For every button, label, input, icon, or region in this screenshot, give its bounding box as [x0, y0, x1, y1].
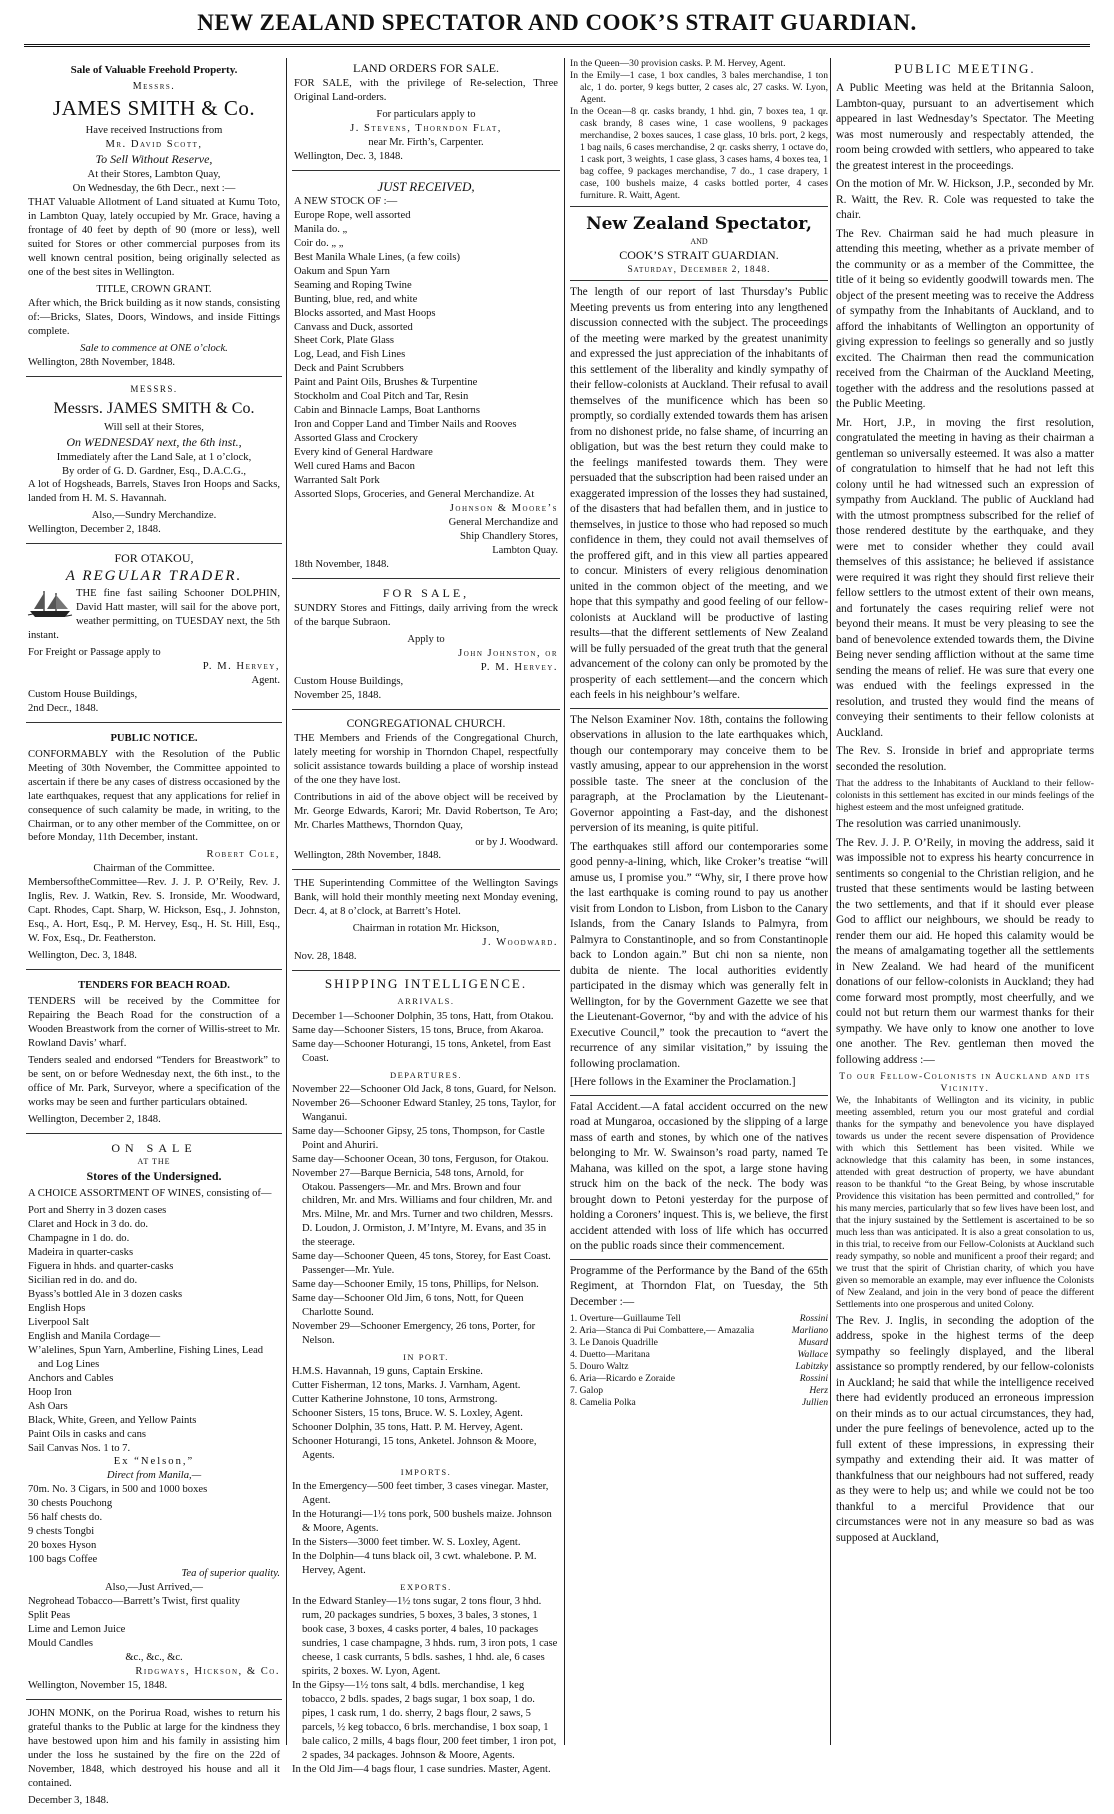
ad-date: Wellington, December 2, 1848. — [28, 524, 161, 536]
imports-list — [292, 1480, 560, 1578]
departure-entry: November 27—Barque Bernicia, 548 tons, Arnold, for Otakou. Passengers—Mr. and Mrs. Brown and four children, Mr. and Mrs. Williams and four children, Mr. and Mrs. Milne, Mr. and Mrs. Turner and two children, Messrs. D. Loudon, J. Ormiston, J. M’Intyre, M. Evans, and 35 in the steerage. — [292, 1167, 554, 1249]
programme-item — [570, 1349, 828, 1361]
address-text: We, the Inhabitants of Wellington and its vicinity, in public meeting assembled, return you our most grateful and cordial thanks for the sympathy and benevolence you have displayed towards us under the recent severe dispensation of Providence with which this Settlement has been visited. While we acknowledge that this calamity has been, in some instances, attended with great destruction of property, we have abundant reason to be thankful “to the Great Being, by whose inscrutable Providence this visitation has been permitted and controlled,” for his many mercies, particularly that so few lives have been lost, and that the injury sustained by the Settlement is ascertained to be so much less than was anticipated. It is also a great consolation to us, in this trial, to receive from our Fellow-Colonists at Auckland such ready sympathy, so noble and munificent a proof their regard; and we trust that the spirit of Christian charity, of which you have given so memorable an example, may ever influence the Colonists of New Zealand, and join in the very bond of peace the different Settlements into one prosperous and united Colony. — [836, 1095, 1094, 1310]
programme-piece: 4. Duetto—Maritana — [570, 1349, 650, 1361]
stock-item: Oakum and Spun Yarn — [294, 265, 390, 277]
arrived-item: Negrohead Tobacco—Barrett’s Twist, first quality — [28, 1596, 241, 1608]
import-entry: In the Hoturangi—1½ tons pork, 500 bushels maize. Johnson & Moore, Agents. — [292, 1509, 552, 1535]
ad-tea: Tea of superior quality. — [181, 1568, 280, 1580]
departure-entry: November 22—Schooner Old Jack, 8 tons, Guard, for Nelson. — [292, 1083, 557, 1095]
ad-signature: Robert Cole, — [206, 849, 280, 861]
ad-land-orders — [292, 58, 560, 171]
ad-intro: A CHOICE ASSORTMENT OF WINES, consisting of— — [28, 1188, 272, 1200]
departure-entry: November 29—Schooner Emergency, 26 tons, Porter, for Nelson. — [292, 1321, 536, 1347]
ad-tenders — [26, 974, 282, 1134]
programme-piece: 3. Le Danois Quadrille — [570, 1337, 658, 1349]
stock-item: Iron and Copper Land and Timber Nails and Rooves — [294, 419, 517, 431]
programme-item — [570, 1385, 828, 1397]
column-divider — [286, 58, 287, 1745]
ad-date: Wellington, November 15, 1848. — [28, 1679, 168, 1691]
ad-name: near Mr. Firth’s, Carpenter. — [368, 136, 484, 148]
subheading: DEPARTURES. — [389, 1069, 463, 1080]
ad-heading: FOR SALE, — [382, 585, 470, 600]
wine-item: Paint Oils in casks and cans — [28, 1428, 146, 1440]
ad-heading: PUBLIC NOTICE. — [110, 732, 198, 744]
divider — [570, 708, 828, 709]
paper-name: New Zealand Spectator, — [586, 213, 812, 234]
ad-body: SUNDRY Stores and Fittings, daily arriving from the wreck of the barque Subraon. — [294, 602, 558, 628]
stock-item: Blocks assorted, and Mast Hoops — [294, 307, 436, 319]
ad-line: By order of G. D. Gardner, Esq., D.A.C.G., — [61, 465, 247, 477]
ad-address: Custom House Buildings, — [28, 688, 138, 700]
ad-signature: J. Woodward. — [482, 937, 558, 949]
subheading: ARRIVALS. — [397, 996, 455, 1007]
ad-body: FOR SALE, with the privilege of Re-selection, Three Original Land-orders. — [294, 77, 558, 103]
schooner-icon — [28, 589, 72, 619]
column-divider — [564, 58, 565, 1745]
programme-item — [570, 1361, 828, 1373]
ad-members: MembersoftheCommittee—Rev. J. J. P. O’Reily, Rev. J. Inglis, Rev. J. Watkin, Rev. S. Ironside, Mr. Woodward, Capt. Rhodes, Capt. Sharp, W. Hickson, Esq., J. Johnston, Esq., A. Hort, Esq., P. M. Hervey, Esq., H. St. Hill, Esq., W. Fox, Esq., Dr. Featherston. — [28, 877, 280, 945]
departures-list — [292, 1083, 560, 1348]
ad-messrs: MESSRS. — [130, 383, 178, 394]
ad-date: 2nd Decr., 1848. — [28, 702, 99, 714]
ad-name: John Johnston, or — [458, 647, 558, 659]
wine-item: Champagne in 1 do. do. — [28, 1232, 130, 1244]
ad-body: JOHN MONK, on the Porirua Road, wishes to return his grateful thanks to the Public at large for the kindness they have bestowed upon him and his family in assisting him under the loss he sustained by the fire on the 22d of November, 1848, which destroyed his house and all it contained. — [28, 1707, 280, 1789]
arrived-list — [28, 1595, 280, 1651]
export-entry: In the Gipsy—1½ tons salt, 4 bdls. merchandise, 1 keg tobacco, 2 bdls. spades, 2 bags sugar, 1 box soap, 1 do. pipes, 1 cask rum, 1 do. sherry, 2 bags flour, 2 saws, 5 parcels, ½ keg tobacco, 6 brls. merchandise, 1 box soap, 1 bale calico, 2 mills, 4 bags flour, 200 feet timber, 1 iron pot, 2 spades, 34 packages. Johnson & Moore, Agents. — [292, 1680, 557, 1762]
column-1 — [26, 58, 282, 1806]
wine-item: W’alelines, Spun Yarn, Amberline, Fishing Lines, Lead and Log Lines — [28, 1344, 264, 1370]
ad-body: TENDERS will be received by the Committee for Repairing the Beach Road for the construction of a Wooden Breastwork from the corner of Willis-street to Mr. Rowland Davis’ wharf. — [28, 996, 280, 1050]
wine-item: Ash Oars — [28, 1400, 68, 1412]
programme-item — [570, 1373, 828, 1385]
editorial-paragraph: Fatal Accident.—A fatal accident occurred on the new road at Mungaroa, occasioned by the slipping of a large mass of earth and stones, by which one of the natives belonging to Mr. W. Swainson’s road party, named Te Mahana, was killed on the spot, a large stone having struck him on the back of the neck. The body was brought down to Petoni yesterday for the purpose of holding a Coroners’ inquest. This is, we believe, the first accident attended with loss of life which has occurred on the public roads since their commencement. — [570, 1100, 828, 1253]
ad-signature-title: Chairman of the Committee. — [93, 863, 215, 875]
ad-ex: Ex “Nelson,” — [113, 1456, 195, 1468]
ad-kicker: Sale of Valuable Freehold Property. — [70, 64, 238, 76]
section-heading: SHIPPING INTELLIGENCE. — [324, 976, 528, 992]
stock-item: Bunting, blue, red, and white — [294, 293, 418, 305]
ad-agent: P. M. Hervey, — [202, 660, 280, 672]
ad-date: Nov. 28, 1848. — [294, 951, 357, 963]
ad-body: Contributions in aid of the above object will be received by Mr. George Edwards, Karori; Mr. David Robertson, Te Aro; Mr. Charles Matthews, Thorndon Quay, — [294, 791, 558, 831]
export-entry: In the Old Jim—4 bags flour, 1 case sundries. Master, Agent. — [292, 1763, 551, 1775]
programme-piece: 5. Douro Waltz — [570, 1361, 629, 1373]
ad-savings-bank — [292, 874, 560, 971]
editorial-paragraph: The earthquakes still afford our contemporaries some good penny-a-lining, which, like Croker’s treatise “will amuse us, I promise you.” “Why, sir, I there prove how the last earthquake is coming round to pay us another visit from London to Lisbon, from Lisbon to the Canary Islands, from the Canary Islands to Palmyra, from Palmyra to Constantinople, and so from Constantinople back to London again.” But chi non sa niente, non dubita de niente. The local authorities evidently participated in the dismay which was generally felt in Wellington, for by the Government Gazette we see that the Lieutenant-Governor, “by and with the advice of his Executive Council,” took the precaution to “avert the recurrence of any similar visitation,” by issuing the following proclamation. — [570, 840, 828, 1070]
programme-composer: Marliano — [791, 1325, 828, 1337]
column-2 — [292, 58, 560, 1775]
ad-date: Wellington, December 2, 1848. — [28, 1113, 161, 1125]
inport-entry: Schooner Dolphin, 35 tons, Hatt. P. M. Hervey, Agent. — [292, 1422, 523, 1434]
ad-date: December 3, 1848. — [28, 1794, 109, 1806]
export-entry: In the Ocean—8 qr. casks brandy, 1 hhd. gin, 7 boxes tea, 1 qr. cask brandy, 8 cases wine, 1 case woollens, 9 packages merchandise, 2 boxes sauces, 1 case glass, 10 brls. port, 2 kegs, 1 bag nails, 6 cases merchandise, 2 qr. casks sherry, 1 octave do, 1 cask port, 3 weights, 1 case glass, 3 cases hams, 4 boxes tea, 1 bag coffee, 9 packages merchandise, 7 do., 1 case drapery, 1 case, 100 bushels maize, 4 casks bottled porter, 4 cases furniture. R. Waitt, Agent. — [570, 105, 828, 201]
ad-body: THE Members and Friends of the Congregational Church, lately meeting for worship in Thorndon Chapel, respectfully solicit assistance towards building a place of worship instead of the one they have lost. — [294, 732, 558, 786]
editorial-paragraph: The Nelson Examiner Nov. 18th, contains the following observations in allusion to the late earthquakes which, though our contemporary may conceive them to be vastly amusing, appear to our apprehension in the worst possible taste. The sneer at the conclusion of the paragraph, at the Proclamation by the Lieutenant-Governor appointing a Fast-day, and the dishonest perversion of its meaning, is quite pitiful. — [570, 713, 828, 835]
report-paragraph: A Public Meeting was held at the Britannia Saloon, Lambton-quay, pursuant to an advertisement which appeared in last Wednesday’s Spectator. The Meeting was most numerously and respectably attended, the room being crowded with settlers, who appeared to take the greatest interest in the proceedings. — [836, 82, 1094, 172]
report-paragraph: The Rev. S. Ironside in brief and appropriate terms seconded the resolution. — [836, 745, 1094, 773]
arrived-item: Lime and Lemon Juice — [28, 1624, 126, 1636]
wine-item: Port and Sherry in 3 dozen cases — [28, 1205, 167, 1217]
ad-address: Custom House Buildings, — [294, 675, 404, 687]
wine-item: Hoop Iron — [28, 1386, 72, 1398]
ad-body: CONFORMABLY with the Resolution of the Public Meeting of 30th November, the Committee appointed to ascertain if there be any cases of distress occasioned by the late earthquakes, request that any applications for relief in consequence of such calamity be made, in writing, to the Chairman, or to any other member of the Committee, on or before Monday, 11th December, instant. — [28, 748, 280, 844]
ad-body: THE fine fast sailing Schooner DOLPHIN, David Hatt master, will sail for the above port, weather permitting, on TUESDAY next, the 5th instant. — [28, 587, 280, 641]
report-paragraph: The Rev. J. J. P. O’Reily, in moving the address, said it was impossible not to express his hearty concurrence in sentiments so congenial to the Christian religion, and he trusted that these sentiments would be lasting between the two settlements, and that if it should ever please God to afflict our neighbours, we should be ready to render them our aid. He hoped this calamity would be the means of amalgamating together all the settlements in New Zealand. We had heard of the munificent donations of our fellow-colonists in Auckland; they had come forward most promptly, most cheerfully, and we could not but return them our warmest thanks for their sympathy. We have only to know one another to love one another. The Rev. gentleman then moved the following address :— — [836, 836, 1094, 1066]
ad-firm: Lambton Quay. — [492, 545, 558, 557]
departure-entry: Same day—Schooner Emily, 15 tons, Phillips, for Nelson. — [292, 1279, 539, 1291]
import-entry: In the Sisters—3000 feet timber. W. S. Loxley, Agent. — [292, 1537, 521, 1549]
ad-etc: &c., &c., &c. — [125, 1652, 183, 1664]
ad-on-sale — [26, 1138, 282, 1700]
export-entry: In the Queen—30 provision casks. P. M. Hervey, Agent. — [570, 58, 786, 69]
wine-item: Claret and Hock in 3 do. do. — [28, 1219, 149, 1231]
ad-date: Wellington, 28th November, 1848. — [28, 356, 176, 368]
wine-item: Anchors and Cables — [28, 1372, 114, 1384]
programme-item — [570, 1337, 828, 1349]
ad-also: Also,—Sundry Merchandize. — [91, 510, 217, 522]
programme-composer: Rossini — [799, 1373, 828, 1385]
ad-date: Wellington, Dec. 3, 1848. — [294, 150, 403, 162]
editorial-paragraph: [Here follows in the Examiner the Proclamation.] — [570, 1076, 796, 1089]
programme-composer: Herz — [809, 1385, 828, 1397]
ad-name: J. Stevens, Thorndon Flat, — [350, 122, 502, 134]
stock-item: Deck and Paint Scrubbers — [294, 363, 404, 375]
ad-apply: For particulars apply to — [376, 108, 476, 120]
report-paragraph: The Rev. Chairman said he had much pleasure in attending this meeting, whether as a private member of the community or as a member of the Committee, the title of it being so evidently goodwill towards men. The object of the present meeting was to receive the Address of sympathy from the Inhabitants of Auckland, and to afford the inhabitants of Wellington an opportunity of giving expression to feelings so generally and so justly excited. The Chairman then read the communication received from the Chairman of the Auckland Meeting, together with the address and the resolutions passed at the Public Meeting. — [836, 227, 1094, 411]
ad-line: To Sell Without Reserve, — [95, 152, 213, 167]
manila-item: 30 chests Pouchong — [28, 1498, 113, 1510]
programme-item — [570, 1325, 828, 1337]
ad-line: Will sell at their Stores, — [104, 421, 204, 433]
stock-item: Assorted Slops, Groceries, and General Merchandize. At — [294, 489, 535, 501]
ad-heading: TENDERS FOR BEACH ROAD. — [78, 980, 230, 992]
divider — [570, 206, 828, 207]
ad-intro: A NEW STOCK OF :— — [294, 195, 398, 207]
stock-item: Coir do. „ „ — [294, 237, 344, 249]
inport-entry: Schooner Hoturangi, 15 tons, Anketel. Johnson & Moore, Agents. — [292, 1436, 537, 1462]
ad-title: TITLE, CROWN GRANT. — [96, 283, 212, 295]
ad-heading: CONGREGATIONAL CHURCH. — [346, 717, 506, 730]
stock-item: Europe Rope, well assorted — [294, 209, 411, 221]
ad-chair: Chairman in rotation Mr. Hickson, — [352, 923, 500, 935]
masthead — [24, 10, 1090, 36]
ad-agent-title: Agent. — [251, 674, 280, 686]
ad-also: Also,—Just Arrived,— — [105, 1582, 203, 1594]
programme-composer: Musard — [798, 1337, 828, 1349]
ad-heading: A REGULAR TRADER. — [65, 568, 243, 585]
programme-item — [570, 1397, 828, 1409]
ad-firm: Ship Chandlery Stores, — [460, 531, 558, 543]
column-3 — [570, 58, 828, 1745]
ad-heading: JUST RECEIVED, — [377, 178, 475, 194]
editorial-paragraph: The length of our report of last Thursday’s Public Meeting prevents us from entering into any lengthened discussion connected with the subject. The proceedings of the meeting were marked by the greatest unanimity and expressed the just appreciation of the inhabitants of this settlement of the liberality and kindly sympathy of their fellow-colonists at Auckland. Their refusal to avail themselves of the munificence which has been so promptly, so cordially extended towards them has arisen from no dishonest pride, no false shame, of incurring an obligation, but was the best return they could make to the feelings manifested towards them. They were persuaded that the subscription had been raised under an exaggerated impression of the losses they had sustained, of the disasters that had befallen them, and in justice to themselves, in justice to those who had reposed so much confidence in them, they could not avail themselves of the proffered gift, and in this view all parties appeared to concur. Ministers of every religious denomination united in the common object of the meeting, and we hope that this sympathy and good feeling of our fellow-colonists at Auckland will be productive of lasting results—that the different settlements of New Zealand will be fully persuaded of the great truth that the general advancement of the colony can only be promoted by the prosperity of each settlement—and the concern which each feels in his neighbour’s welfare. — [570, 286, 828, 702]
stock-item: Seaming and Roping Twine — [294, 279, 412, 291]
wine-item: Sicilian red in do. and do. — [28, 1274, 138, 1286]
wine-item: Sail Canvas Nos. 1 to 7. — [28, 1442, 131, 1454]
arrivals-list — [292, 1010, 560, 1066]
column-divider — [830, 58, 831, 1745]
ad-john-monk — [26, 1704, 282, 1814]
report-paragraph: The Rev. J. Inglis, in seconding the adoption of the address, spoke in the highest terms of the deep sympathy so feelingly displayed, and the liberal assistance so promptly rendered, by our fellow-colonists in Auckland; he said that while the intelligence received there had evidently produced an erroneous impression on their minds as to our actual circumstances, they had, under the pure feelings of benevolence, acted up to the full extent of these impressions, in expressing their sympathy and extending their aid. It was matter of thankfulness that our neighbours had not suffered, ready as they were to help us; and while we could not be too thankful to a merciful Providence that our circumstances were not in any measure so bad as was supposed at Auckland, — [836, 1314, 1094, 1544]
divider — [570, 280, 828, 281]
shipping-intelligence — [292, 975, 560, 1777]
inport-list — [292, 1365, 560, 1463]
arrival-entry: Same day—Schooner Sisters, 15 tons, Bruce, from Akaroa. — [292, 1024, 544, 1036]
ad-body: THAT Valuable Allotment of Land situated at Kumu Toto, in Lambton Quay, lately occupied by Mr. Grace, having a frontage of 40 feet by depth of 90 (more or less), well suited for Stores or other commercial purposes from its well known central position, being originally selected as one of the best sites in Wellington. — [28, 197, 280, 278]
inport-entry: Cutter Fisherman, 12 tons, Marks. J. Varnham, Agent. — [292, 1380, 521, 1392]
wine-list — [28, 1204, 280, 1455]
ad-heading: LAND ORDERS FOR SALE. — [352, 61, 499, 75]
paper-guardian: COOK’S STRAIT GUARDIAN. — [619, 247, 779, 262]
ad-date: 18th November, 1848. — [294, 558, 389, 570]
ad-heading: Stores of the Undersigned. — [86, 1169, 222, 1184]
public-meeting-report — [836, 81, 1094, 1546]
departure-entry: Same day—Schooner Ocean, 30 tons, Ferguson, for Otakou. — [292, 1153, 549, 1165]
ad-line: Mr. David Scott, — [105, 139, 203, 151]
export-entry: In the Edward Stanley—1½ tons sugar, 2 tons flour, 3 hhd. rum, 20 packages sundries, 5 boxes, 3 bales, 3 stones, 1 book case, 3 boxes, 4 casks porter, 4 bales, 10 packages sundries, 1 case champagne, 3 hhds. rum, 3 iron pots, 1 case cheese, 1 cask currants, 5 bdls. sashes, 1 hhd. ale, 6 cases spirits, 2 boxes. W. Lyon, Agent. — [292, 1596, 558, 1678]
resolution: That the address to the Inhabitants of Auckland to their fellow-colonists in this settlement has excited in our minds feelings of the highest esteem and the most unfeigned gratitude. — [836, 778, 1094, 814]
stock-item: Manila do. „ — [294, 223, 348, 235]
stock-item: Log, Lead, and Fish Lines — [294, 349, 406, 361]
stock-item: Sheet Cork, Plate Glass — [294, 335, 395, 347]
ad-sale: Sale to commence at ONE o’clock. — [80, 342, 228, 354]
divider — [570, 1259, 828, 1260]
stock-item: Canvass and Duck, assorted — [294, 321, 413, 333]
ad-heading: AT THE — [137, 1156, 171, 1166]
ad-otakou-trader — [26, 548, 282, 722]
ad-apply: Apply to — [407, 633, 445, 645]
wine-item: English and Manila Cordage— — [28, 1330, 161, 1342]
ad-public-notice — [26, 727, 282, 971]
stock-item: Best Manila Whale Lines, (a few coils) — [294, 251, 461, 263]
section-heading: PUBLIC MEETING. — [894, 61, 1036, 76]
ad-just-received — [292, 175, 560, 579]
editorial-paragraph: Programme of the Performance by the Band of the 65th Regiment, at Thorndon Flat, on Tuesday, the 5th December :— — [570, 1264, 828, 1308]
departure-entry: Same day—Schooner Queen, 45 tons, Storey, for East Coast. Passenger—Mr. Yule. — [292, 1251, 551, 1277]
stock-item: Assorted Glass and Crockery — [294, 433, 418, 445]
ad-freight: For Freight or Passage apply to — [28, 646, 161, 658]
manila-item: 70m. No. 3 Cigars, in 500 and 1000 boxes — [28, 1484, 208, 1496]
dateline: Saturday, December 2, 1848. — [627, 264, 771, 275]
inport-entry: Cutter Katherine Johnstone, 10 tons, Armstrong. — [292, 1394, 498, 1406]
ad-date: Wellington, Dec. 3, 1848. — [28, 950, 137, 962]
column-4 — [836, 58, 1094, 1745]
stock-item: Well cured Hams and Bacon — [294, 461, 415, 473]
editorial — [570, 285, 828, 1409]
ad-direct: Direct from Manila,— — [106, 1470, 202, 1482]
ad-smith-merchandize — [26, 381, 282, 545]
masthead-rule — [24, 44, 1090, 47]
ad-line: On Wednesday, the 6th Decr., next :— — [72, 183, 236, 195]
programme-composer: Wallace — [797, 1349, 828, 1361]
ad-congregational — [292, 714, 560, 871]
subheading: IN PORT. — [403, 1352, 449, 1363]
ad-line: Have received Instructions from — [85, 125, 223, 137]
ad-heading: ON SALE — [111, 1140, 197, 1155]
inport-entry: Schooner Sisters, 15 tons, Bruce. W. S. Loxley, Agent. — [292, 1408, 523, 1420]
departure-entry: November 26—Schooner Edward Stanley, 25 tons, Taylor, for Wanganui. — [292, 1097, 556, 1123]
paper-and: AND — [690, 237, 708, 247]
inport-entry: H.M.S. Havannah, 19 guns, Captain Erskine. — [292, 1366, 483, 1378]
wine-item: English Hops — [28, 1302, 86, 1314]
arrival-entry: Same day—Schooner Hoturangi, 15 tons, Anketel, from East Coast. — [292, 1038, 551, 1064]
ad-body: After which, the Brick building as it now stands, consisting of:—Bricks, Slates, Doors, Windows, and inside Fittings complete. — [28, 297, 280, 337]
ad-heading: FOR OTAKOU, — [114, 551, 194, 566]
report-paragraph: Mr. Hort, J.P., in moving the first resolution, congratulated the meeting in having as their chairman a gentleman so universally esteemed. It was also a matter of congratulation to himself that he had not left this colony until he had witnessed such an expression of sympathy from Auckland. The public of Auckland had with the utmost promptness subscribed for the relief of those rendered destitute by the earthquake, and they were met to consider whether they could avail themselves of this assistance; he believed if assistance were required it was right they should first relieve their fellow settlers to the utmost extent of their own means, and fortunately the cases requiring relief were not beyond their means. It must be very pleasing to see the band of benevolence extended towards them, the Divine Being never sending affliction without at the same time sending the means of relief. He was sure that every one was endued with the feelings expressed in the resolution, and trusted they would find the means of conveying their sentiments to their fellow colonists at Auckland. — [836, 416, 1094, 739]
arrived-item: Mould Candles — [28, 1638, 94, 1650]
ad-for-sale — [292, 583, 560, 710]
ad-signature: or by J. Woodward. — [475, 836, 558, 848]
programme-composer: Labitzky — [795, 1361, 828, 1373]
wine-item: Madeira in quarter-casks — [28, 1246, 134, 1258]
ad-firm: Johnson & Moore’s — [449, 503, 558, 515]
ad-body: Tenders sealed and endorsed “Tenders for Breastwork” to be sent, on or before Wednesday next, the 6th inst., to the office of Mr. Park, Surveyor, where a specification of the works may be seen and further particulars obtained. — [28, 1055, 280, 1108]
ad-date: November 25, 1848. — [294, 689, 382, 701]
departure-entry: Same day—Schooner Gipsy, 25 tons, Thompson, for Castle Point and Ahuriri. — [292, 1125, 545, 1151]
exports-continued — [570, 58, 828, 202]
manila-list — [28, 1483, 280, 1567]
programme-piece: 7. Galop — [570, 1385, 604, 1397]
wine-item: Figuera in hhds. and quarter-casks — [28, 1260, 174, 1272]
manila-item: 9 chests Tongbi — [28, 1526, 95, 1538]
programme-piece: 1. Overture—Guillaume Tell — [570, 1313, 681, 1325]
ad-messrs: Messrs. — [132, 80, 176, 92]
stock-list — [294, 209, 558, 502]
programme-composer: Rossini — [799, 1313, 828, 1325]
ad-body: A lot of Hogsheads, Barrels, Staves Iron Hoops and Sacks, landed from H. M. S. Havannah. — [28, 479, 280, 505]
stock-item: Stockholm and Coal Pitch and Tar, Resin — [294, 391, 469, 403]
divider — [570, 1095, 828, 1096]
ad-freehold-property — [26, 58, 282, 377]
manila-item: 100 bags Coffee — [28, 1554, 98, 1566]
address-heading: To our Fellow-Colonists in Auckland and its Vicinity. — [839, 1071, 1091, 1095]
arrived-item: Split Peas — [28, 1610, 71, 1622]
exports-list — [292, 1595, 560, 1777]
programme-composer: Jullien — [801, 1397, 828, 1409]
ad-date: Wellington, 28th November, 1848. — [294, 850, 442, 862]
programme-piece: 6. Aria—Ricardo e Zoraide — [570, 1373, 675, 1385]
ad-line: Immediately after the Land Sale, at 1 o’clock, — [56, 451, 252, 463]
manila-item: 20 boxes Hyson — [28, 1540, 97, 1552]
ad-line: On WEDNESDAY next, the 6th inst., — [66, 434, 242, 449]
stock-item: Paint and Paint Oils, Brushes & Turpentine — [294, 377, 478, 389]
programme-piece: 8. Camelia Polka — [570, 1397, 636, 1409]
ad-name: P. M. Hervey. — [480, 661, 558, 673]
programme-piece: 2. Aria—Stanca di Pui Combattere,— Amazalia — [570, 1325, 755, 1337]
ad-firm: General Merchandize and — [448, 517, 558, 529]
subheading: IMPORTS. — [400, 1467, 452, 1478]
subheading: EXPORTS. — [400, 1582, 452, 1593]
report-paragraph: On the motion of Mr. W. Hickson, J.P., seconded by Mr. R. Waitt, the Rev. R. Cole was requested to take the chair. — [836, 178, 1094, 222]
departure-entry: Same day—Schooner Old Jim, 6 tons, Nott, for Queen Charlotte Sound. — [292, 1293, 524, 1319]
ad-firm: JAMES SMITH & Co. — [52, 95, 256, 120]
masthead-title: NEW ZEALAND SPECTATOR AND COOK’S STRAIT GUARDIAN. — [197, 10, 917, 35]
stock-item: Warranted Salt Pork — [294, 475, 380, 487]
export-entry: In the Emily—1 case, 1 box candles, 3 bales merchandise, 1 ton alc, 1 do. porter, 9 kegs butter, 2 cases alc, 27 casks. W. Lyon, Agent. — [570, 69, 828, 105]
wine-item: Liverpool Salt — [28, 1316, 89, 1328]
report-paragraph: The resolution was carried unanimously. — [836, 818, 1021, 831]
wine-item: Black, White, Green, and Yellow Paints — [28, 1414, 197, 1426]
import-entry: In the Dolphin—4 tuns black oil, 3 cwt. whalebone. P. M. Hervey, Agent. — [292, 1551, 537, 1577]
stock-item: Cabin and Binnacle Lamps, Boat Lanthorns — [294, 405, 480, 417]
manila-item: 56 half chests do. — [28, 1512, 103, 1524]
programme-list — [570, 1313, 828, 1409]
stock-item: Every kind of General Hardware — [294, 447, 433, 459]
programme-item — [570, 1313, 828, 1325]
import-entry: In the Emergency—500 feet timber, 3 cases vinegar. Master, Agent. — [292, 1481, 549, 1507]
ad-body: THE Superintending Committee of the Wellington Savings Bank, will hold their monthly meeting next Monday evening, Decr. 4, at 8 o’clock, at Barrett’s Hotel. — [294, 878, 558, 918]
arrival-entry: December 1—Schooner Dolphin, 35 tons, Hatt, from Otakou. — [292, 1010, 554, 1022]
ad-line: At their Stores, Lambton Quay, — [87, 169, 221, 181]
ad-firm: Ridgways, Hickson, & Co. — [135, 1666, 280, 1678]
wine-item: Byass’s bottled Ale in 3 dozen casks — [28, 1288, 183, 1300]
ad-firm: Messrs. JAMES SMITH & Co. — [53, 399, 255, 417]
